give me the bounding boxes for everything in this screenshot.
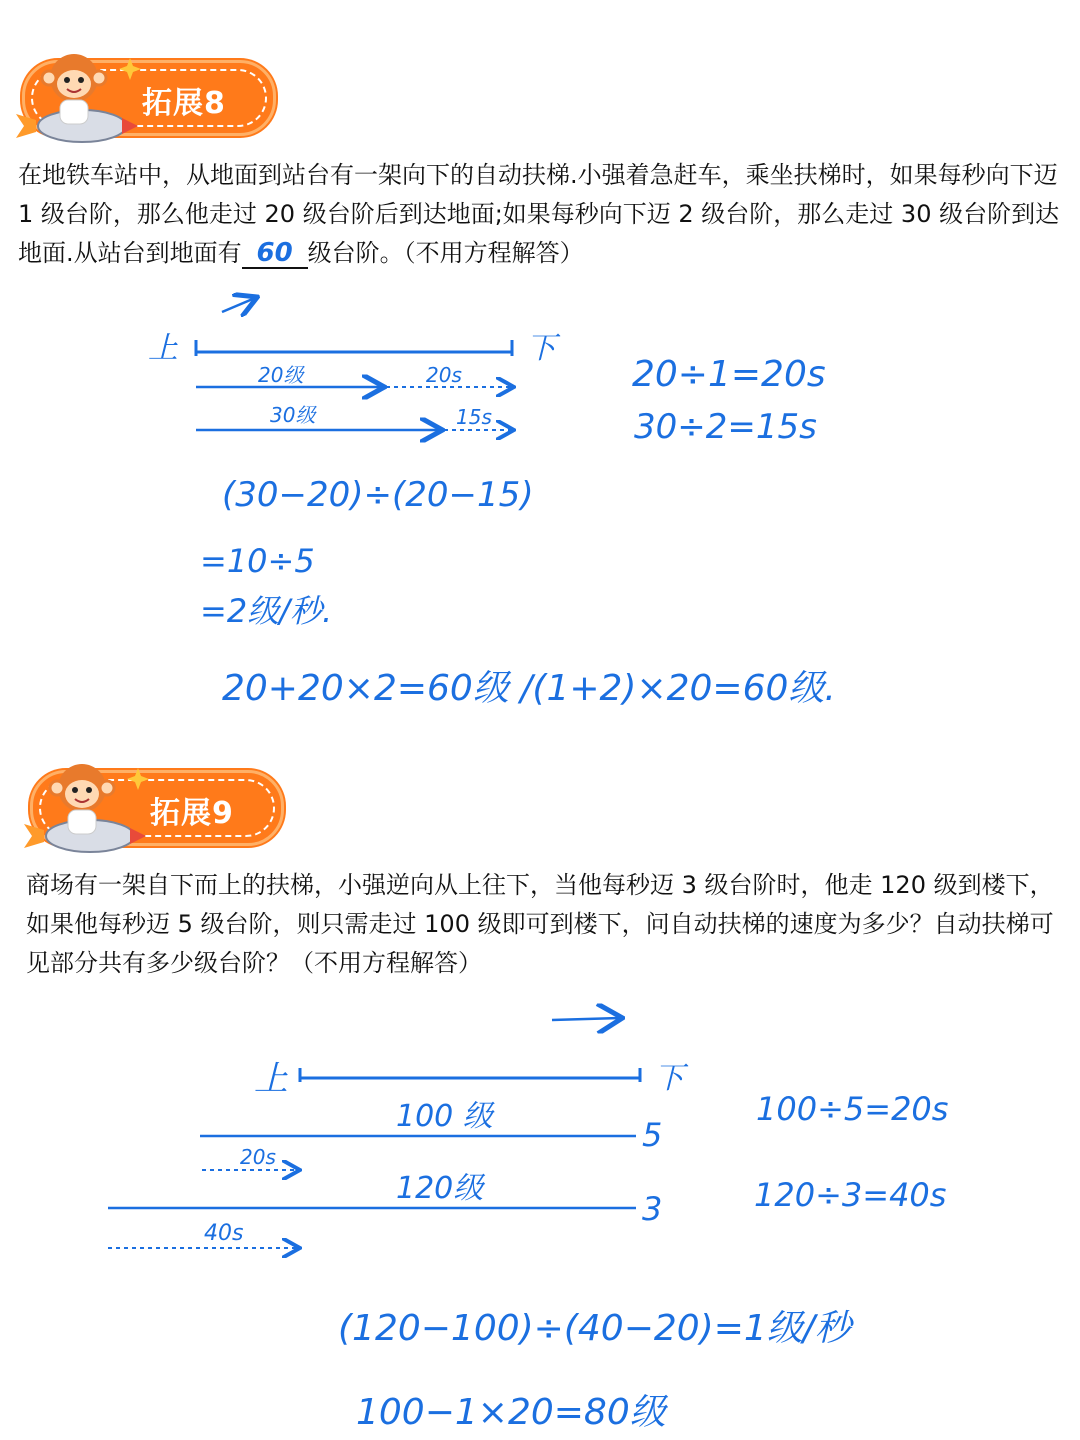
monkey-rocket-icon: [14, 38, 144, 158]
segment-2-time: 40s: [204, 1221, 244, 1246]
problem-9-text: 商场有一架自下而上的扶梯，小强逆向从上往下，当他每秒迈 3 级台阶时，他走 120 级到楼下，如果他每秒迈 5 级台阶，则只需走过 100 级即可到楼下，问自动扶梯的速度为多少？自动扶梯可见部分共有多少级台阶？（不用方程解答）: [26, 871, 1054, 977]
step-3: =2级/秒.: [200, 592, 333, 630]
problem-text-before-blank: 在地铁车站中，从地面到站台有一架向下的自动扶梯.小强着急赶车，乘坐扶梯时，如果每秒向下迈 1 级台阶，那么他走过 20 级台阶后到达地面;如果每秒向下迈 2 级台阶，那么走过 30 级台阶到达地面.从站台到地面有: [18, 161, 1060, 267]
handwritten-answer: 60: [256, 238, 293, 268]
monkey-rocket-icon: [22, 746, 152, 866]
segment-1-rate: 5: [642, 1116, 663, 1154]
direction-arrow: [552, 1018, 620, 1020]
segment-2-label: 120级: [396, 1171, 484, 1206]
final-answer: 20+20×2=60级 /(1+2)×20=60级.: [222, 668, 836, 709]
step-2: =10÷5: [200, 542, 315, 580]
calc-2: 30÷2=15s: [634, 407, 817, 447]
segment-2-label: 30级: [270, 403, 316, 427]
segment-1-time: 20s: [426, 363, 462, 387]
label-down: 下: [526, 331, 556, 366]
badge-title: 拓展9: [150, 796, 234, 831]
step-1: (120−100)÷(40−20)=1级/秒: [338, 1308, 851, 1349]
label-down: 下: [654, 1061, 684, 1096]
segment-1-time: 20s: [240, 1145, 276, 1169]
segment-1-label: 20级: [258, 363, 304, 387]
label-up: 上: [254, 1059, 288, 1099]
segment-2-rate: 3: [642, 1190, 663, 1228]
label-up: 上: [148, 331, 178, 366]
step-1: (30−20)÷(20−15): [222, 475, 534, 515]
calc-2: 120÷3=40s: [754, 1176, 947, 1214]
problem-text-after-blank: 级台阶。（不用方程解答）: [307, 239, 584, 267]
segment-1-label: 100 级: [396, 1099, 493, 1134]
badge-title: 拓展8: [142, 86, 226, 121]
segment-2-time: 15s: [456, 405, 492, 429]
calc-1: 100÷5=20s: [756, 1090, 949, 1128]
segment-2: [108, 1208, 636, 1248]
calc-1: 20÷1=20s: [632, 354, 826, 395]
escalator-line: [300, 1068, 640, 1082]
step-2: 100−1×20=80级: [356, 1392, 666, 1433]
